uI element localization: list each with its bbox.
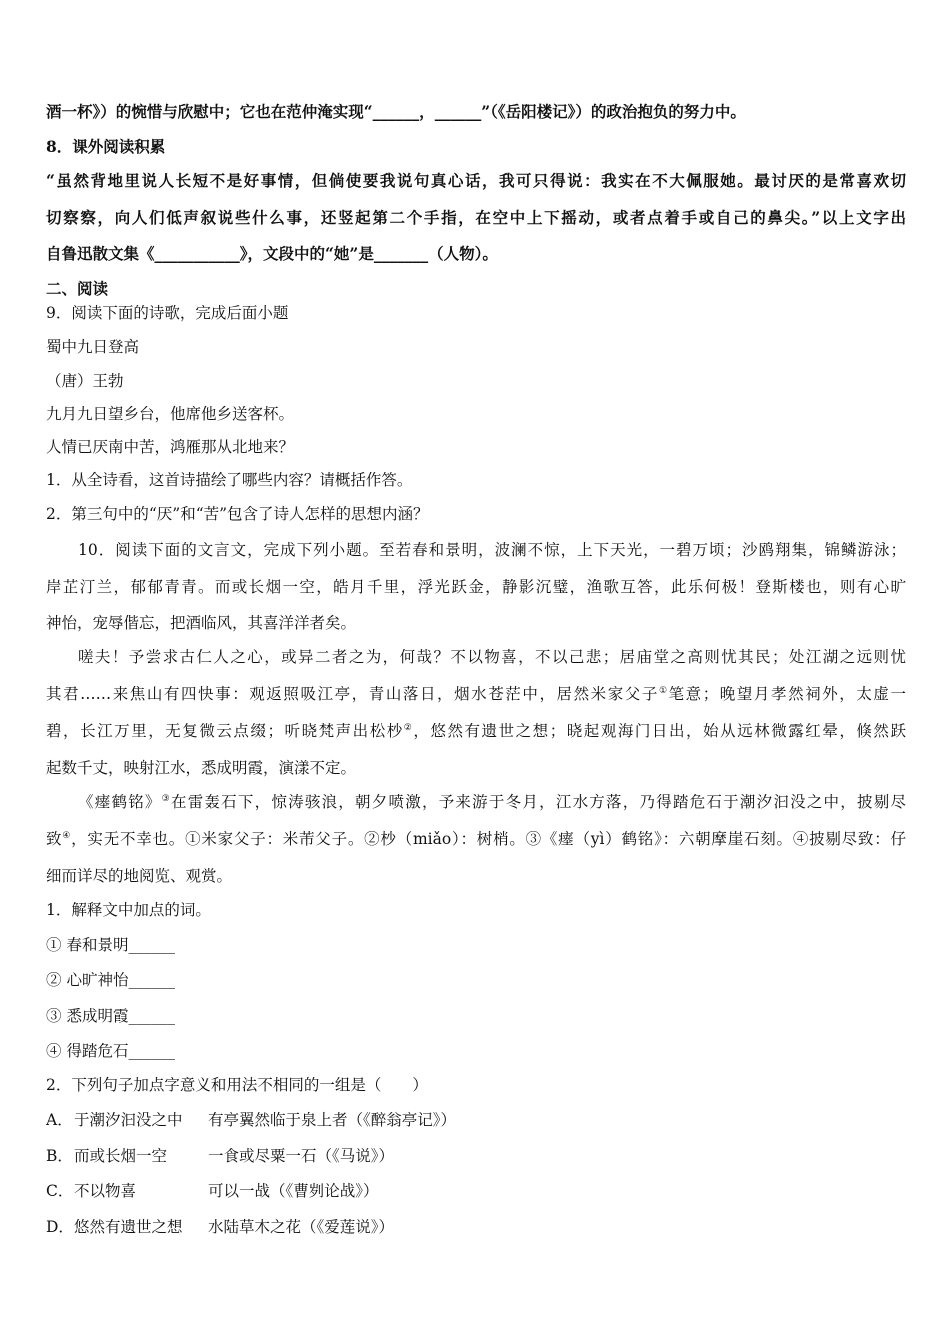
q8-blank-book[interactable]: ___________: [154, 244, 240, 263]
q8-line-2: 切察察，向人们低声叙说些什么事，还竖起第二个手指，在空中上下摇动，或者点着手或自己的鼻尖。”以上文字出: [46, 208, 906, 227]
option-text-a: 不以物喜: [74, 1182, 137, 1200]
q10-p2-line-1: 嗟夫！予尝求古仁人之心，或异二者之为，何哉？不以物喜，不以己悲；居庙堂之高则忧其民；处江湖之远则忧: [78, 648, 906, 666]
q9-sub-2: 2．第三句中的“厌”和“苦”包含了诗人怎样的思想内涵？: [46, 505, 429, 523]
item-blank[interactable]: ______: [128, 936, 175, 954]
q10-sub-2: 2．下列句子加点字意义和用法不相同的一组是（ ）: [46, 1076, 428, 1094]
q10-sub-1: 1．解释文中加点的词。: [46, 901, 211, 919]
item-marker: ①: [46, 936, 62, 954]
item-marker: ④: [46, 1042, 62, 1060]
option-d[interactable]: [46, 1216, 906, 1238]
q10-p1-line-2: 岸芷汀兰，郁郁青青。而或长烟一空，皓月千里，浮光跃金，静影沉璧，渔歌互答，此乐何极！登斯楼也，则有心旷: [46, 578, 906, 596]
option-text-b: 有亭翼然临于泉上者（《醉翁亭记》）: [208, 1111, 457, 1129]
footnote-marker-2: ②: [403, 722, 414, 733]
q10-p2-line-2: [46, 683, 906, 705]
q8-line3-text-c: （人物）。: [428, 244, 498, 263]
q9-sub-1: 1．从全诗看，这首诗描绘了哪些内容？请概括作答。: [46, 471, 413, 489]
item-blank[interactable]: ______: [128, 1007, 175, 1025]
q8-line3-text-b: 》，文段中的“她”是: [239, 244, 374, 263]
q8-blank-person[interactable]: _______: [373, 244, 429, 263]
option-c[interactable]: [46, 1180, 906, 1202]
q7-text-a: 酒一杯》）的惋惜与欣慰中；它也在范仲淹实现“: [46, 102, 373, 121]
section-heading-reading: 二、阅读: [46, 279, 109, 298]
item-marker: ②: [46, 971, 62, 989]
q10-p3-line1-text-a: 《瘗鹤铭》: [78, 793, 162, 811]
q10-p2-line2-text-b: 笔意；晚望月孝然祠外，太虚一: [668, 685, 906, 703]
q8-line3-text-a: 自鲁迅散文集《: [46, 244, 155, 263]
q9-poem-line-2: 人情已厌南中苦，鸿雁那从北地来？: [46, 438, 295, 456]
footnote-marker-1: ①: [658, 685, 669, 696]
q8-line-1: “虽然背地里说人长短不是好事情，但倘使要我说句真心话，我可只得说：我实在不大佩服她。最讨厌的是常喜欢切: [46, 171, 906, 190]
q9-poem-author: （唐）王勃: [46, 372, 124, 390]
option-letter: C．: [46, 1182, 74, 1200]
q10-p1-line-1: 10．阅读下面的文言文，完成下列小题。至若春和景明，波澜不惊，上下天光，一碧万顷；沙鸥翔集，锦鳞游泳；: [78, 541, 906, 559]
q7-sep: ，: [419, 102, 435, 121]
q10-item-4: [46, 1040, 906, 1062]
q10-p3-line-3: 细而详尽的地阅览、观赏。: [46, 867, 233, 885]
q7-blank-1[interactable]: ______: [372, 102, 420, 121]
item-blank[interactable]: ______: [128, 971, 175, 989]
q10-p2-line3-text-a: 碧，长江万里，无复微云点缀；听晓梵声出松杪: [46, 722, 404, 740]
q10-item-3: [46, 1005, 906, 1027]
q10-p2-line-4: 起数千丈，映射江水，悉成明霞，演漾不定。: [46, 759, 357, 777]
item-text: 春和景明: [66, 936, 129, 954]
q10-p2-line3-text-b: ，悠然有遗世之想；晓起观海门日出，始从远林微露红晕，倏然跃: [413, 722, 906, 740]
q9-poem-line-1: 九月九日望乡台，他席他乡送客杯。: [46, 405, 295, 423]
q10-p3-line2-text-b: ，实无不幸也。①米家父子：米芾父子。②杪（miǎo）：树梢。③《瘗（yì）鹤铭》：六朝摩崖石刻。④披剔尽致：仔: [71, 830, 906, 848]
option-text-a: 于潮汐汩没之中: [74, 1111, 183, 1129]
item-text: 心旷神怡: [66, 971, 129, 989]
q9-poem-title: 蜀中九日登高: [46, 338, 140, 356]
footnote-marker-4: ④: [62, 830, 72, 841]
option-text-a: 而或长烟一空: [74, 1147, 168, 1165]
option-text-b: 一食或尽粟一石（《马说》）: [208, 1147, 395, 1165]
q10-p1-line-3: 神怡，宠辱偕忘，把酒临风，其喜洋洋者矣。: [46, 614, 357, 632]
q10-p3-line-1: [78, 791, 906, 813]
q7-text-b: ”（《岳阳楼记》）的政治抱负的努力中。: [481, 102, 746, 121]
q10-p3-line1-text-b: 在雷轰石下，惊涛骇浪，朝夕喷激，予来游于冬月，江水方落，乃得踏危石于潮汐汩没之中，披剔尽: [170, 793, 906, 811]
option-letter: A．: [46, 1111, 73, 1129]
item-text: 悉成明霞: [66, 1007, 129, 1025]
q9-intro: 9．阅读下面的诗歌，完成后面小题: [46, 304, 289, 322]
q10-p3-line-2: [46, 828, 906, 850]
item-blank[interactable]: ______: [128, 1042, 175, 1060]
q10-p2-line-3: [46, 720, 906, 742]
option-letter: D．: [46, 1218, 74, 1236]
item-text: 得踏危石: [66, 1042, 129, 1060]
footnote-marker-3: ③: [161, 793, 171, 804]
option-a[interactable]: [46, 1109, 906, 1131]
option-letter: B．: [46, 1147, 73, 1165]
q7-blank-2[interactable]: ______: [434, 102, 482, 121]
option-text-b: 可以一战（《曹刿论战》）: [208, 1182, 379, 1200]
q10-p2-line2-text-a: 其君……来焦山有四快事：观返照吸江亭，青山落日，烟水苍茫中，居然米家父子: [46, 685, 659, 703]
q10-p3-line2-text-a: 致: [46, 830, 63, 848]
option-b[interactable]: [46, 1145, 906, 1167]
option-text-a: 悠然有遗世之想: [74, 1218, 183, 1236]
q10-item-1: [46, 934, 906, 956]
q8-line-3: [46, 243, 906, 265]
item-marker: ③: [46, 1007, 62, 1025]
option-text-b: 水陆草木之花（《爱莲说》）: [208, 1218, 395, 1236]
q10-item-2: [46, 969, 906, 991]
q7-tail-line: [46, 101, 906, 123]
q8-heading: 8．课外阅读积累: [46, 137, 166, 156]
